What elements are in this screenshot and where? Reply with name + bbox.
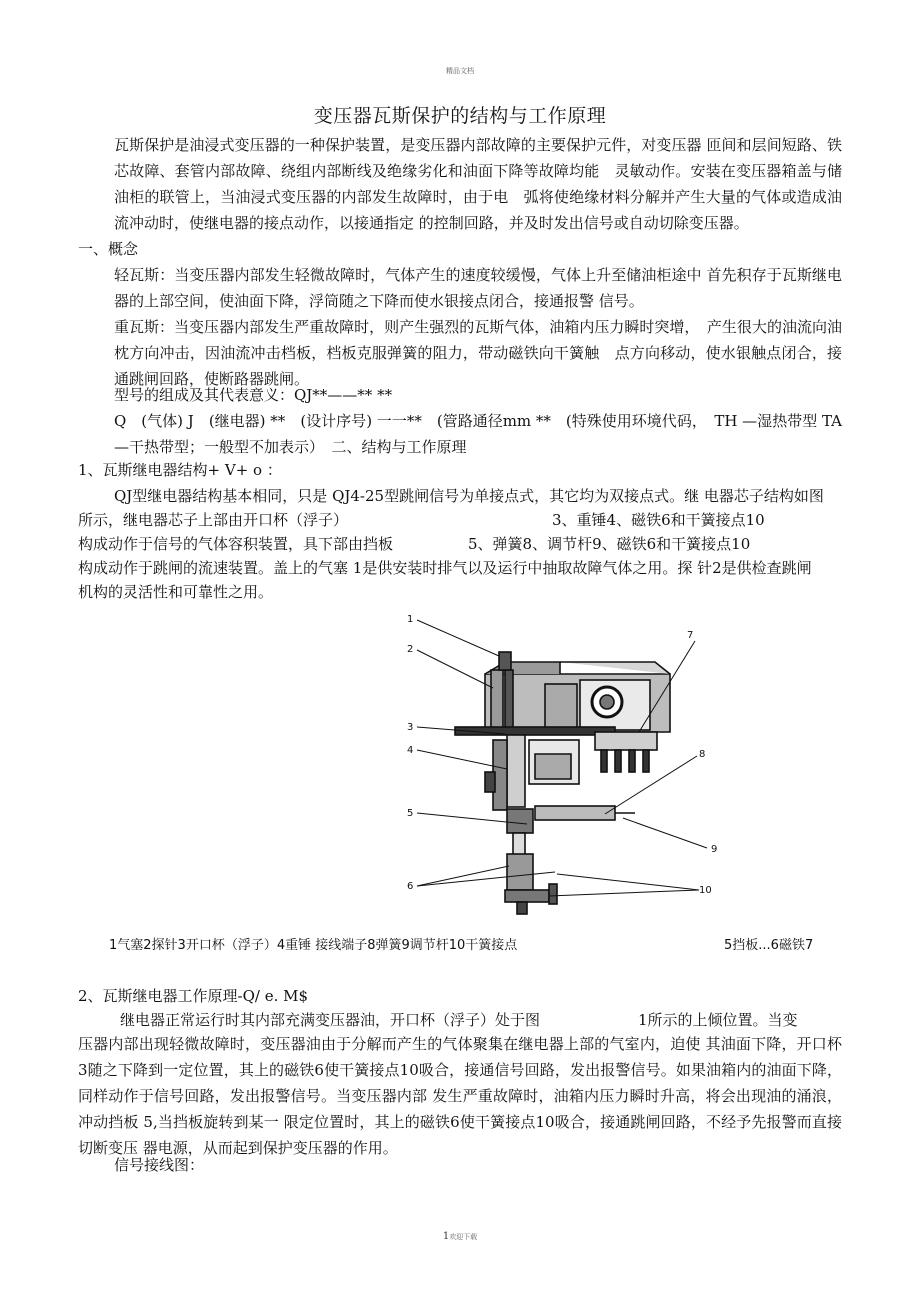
structure-line-4: 构成动作于跳闸的流速装置。盖上的气塞 1是供安装时排气以及运行中抽取故障气体之用。探 针2是供检查跳闸 — [78, 559, 812, 577]
structure-line-3b: 5、弹簧8、调节杆9、磁铁6和干簧接点10 — [468, 535, 751, 553]
model-explain-paragraph: Q (气体) J (继电器) ** (设计序号) 一一** (管路通径mm ** (特殊使用环境代码， TH —湿热带型 TA —干热带型；一般型不加表示） 二、结构与工作原理 — [114, 412, 842, 456]
figure-label-5: 5 — [407, 808, 414, 819]
figure-label-8: 8 — [699, 749, 706, 760]
figure-caption-left: 1气塞2探针3开口杯（浮子）4重锤 接线端子8弹簧9调节杆10干簧接点 — [109, 938, 518, 953]
figure-label-4: 4 — [407, 745, 414, 756]
figure-label-10: 10 — [699, 885, 712, 896]
figure-caption-right: 5挡板...6磁铁7 — [724, 938, 814, 953]
section-heading-concept: 一、概念 — [78, 240, 139, 258]
structure-line-5: 机构的灵活性和可靠性之用。 — [78, 583, 274, 601]
principle-first-right: 1所示的上倾位置。当变 — [638, 1011, 798, 1029]
model-line: 型号的组成及其代表意义：QJ**——** ** — [114, 386, 393, 404]
page-footer — [0, 1231, 920, 1242]
figure-label-9: 9 — [711, 844, 718, 855]
structure-line-3a: 构成动作于信号的气体容积装置，具下部由挡板 — [78, 535, 394, 553]
heavy-gas-paragraph: 重瓦斯：当变压器内部发生严重故障时，则产生强烈的瓦斯气体，油箱内压力瞬时突增， 产生很大的油流向油枕方向冲击，因油流冲击档板，档板克服弹簧的阻力，带动磁铁向干簧触 点方向移动，使水银触点闭合，接通跳闸回路，使断路器跳闸。 — [114, 318, 842, 388]
footer-note: 欢迎下载 — [449, 1233, 478, 1241]
structure-line-1: QJ型继电器结构基本相同，只是 QJ4-25型跳闸信号为单接点式，其它均为双接点式。继 电器芯子结构如图 — [114, 487, 824, 505]
structure-line-2b: 3、重锤4、磁铁6和干簧接点10 — [552, 511, 765, 529]
page-number: 1 — [442, 1231, 450, 1242]
principle-first-left: 继电器正常运行时其内部充满变压器油，开口杯（浮子）处于图 — [120, 1011, 541, 1029]
gas-relay-diagram — [395, 604, 740, 924]
header-note: 精品文档 — [446, 67, 474, 75]
light-gas-paragraph: 轻瓦斯：当变压器内部发生轻微故障时，气体产生的速度较缓慢，气体上升至储油柜途中 首先积存于瓦斯继电器的上部空间，使油面下降，浮筒随之下降而使水银接点闭合，接通报警 信号。 — [114, 266, 842, 310]
figure-label-2: 2 — [407, 644, 414, 655]
figure-label-7: 7 — [687, 630, 694, 641]
figure-label-6: 6 — [407, 881, 414, 892]
signal-heading: 信号接线图： — [114, 1156, 205, 1174]
principle-heading: 2、瓦斯继电器工作原理-Q/ e. M$ — [78, 987, 309, 1005]
page-title: 变压器瓦斯保护的结构与工作原理 — [313, 105, 607, 127]
structure-heading: 1、瓦斯继电器结构+ V+ o ： — [78, 461, 282, 479]
figure-label-3: 3 — [407, 722, 414, 733]
intro-paragraph: 瓦斯保护是油浸式变压器的一种保护装置，是变压器内部故障的主要保护元件，对变压器 匝间和层间短路、铁芯故障、套管内部故障、绕组内部断线及绝缘劣化和油面下降等故障均能 灵敏动作。安装在变压器箱盖与储油柜的联管上，当油浸式变压器的内部发生故障时，由于电 弧将使绝缘材料分解并产生大量的气体或造成油流冲动时，使继电器的接点动作，以接通指定 的控制回路，并及时发出信号或自动切除变压器。 — [114, 136, 842, 232]
figure-label-1: 1 — [407, 614, 414, 625]
structure-line-2a: 所示，继电器芯子上部由开口杯（浮子） — [78, 511, 349, 529]
principle-paragraph: 压器内部出现轻微故障时，变压器油由于分解而产生的气体聚集在继电器上部的气室内，迫使 其油面下降，开口杯3随之下降到一定位置，其上的磁铁6使干簧接点10吸合，接通信号回路，发出报警信号。如果油箱内的油面下降，同样动作于信号回路，发出报警信号。当变压器内部 发生严重故障时，油箱内压力瞬时升高，将会出现油的涌浪，冲动挡板 5,当挡板旋转到某一 限定位置时，其上的磁铁6使干簧接点10吸合，接通跳闸回路，不经予先报警而直接切断变压 器电源，从而起到保护变压器的作用。 — [78, 1035, 842, 1157]
